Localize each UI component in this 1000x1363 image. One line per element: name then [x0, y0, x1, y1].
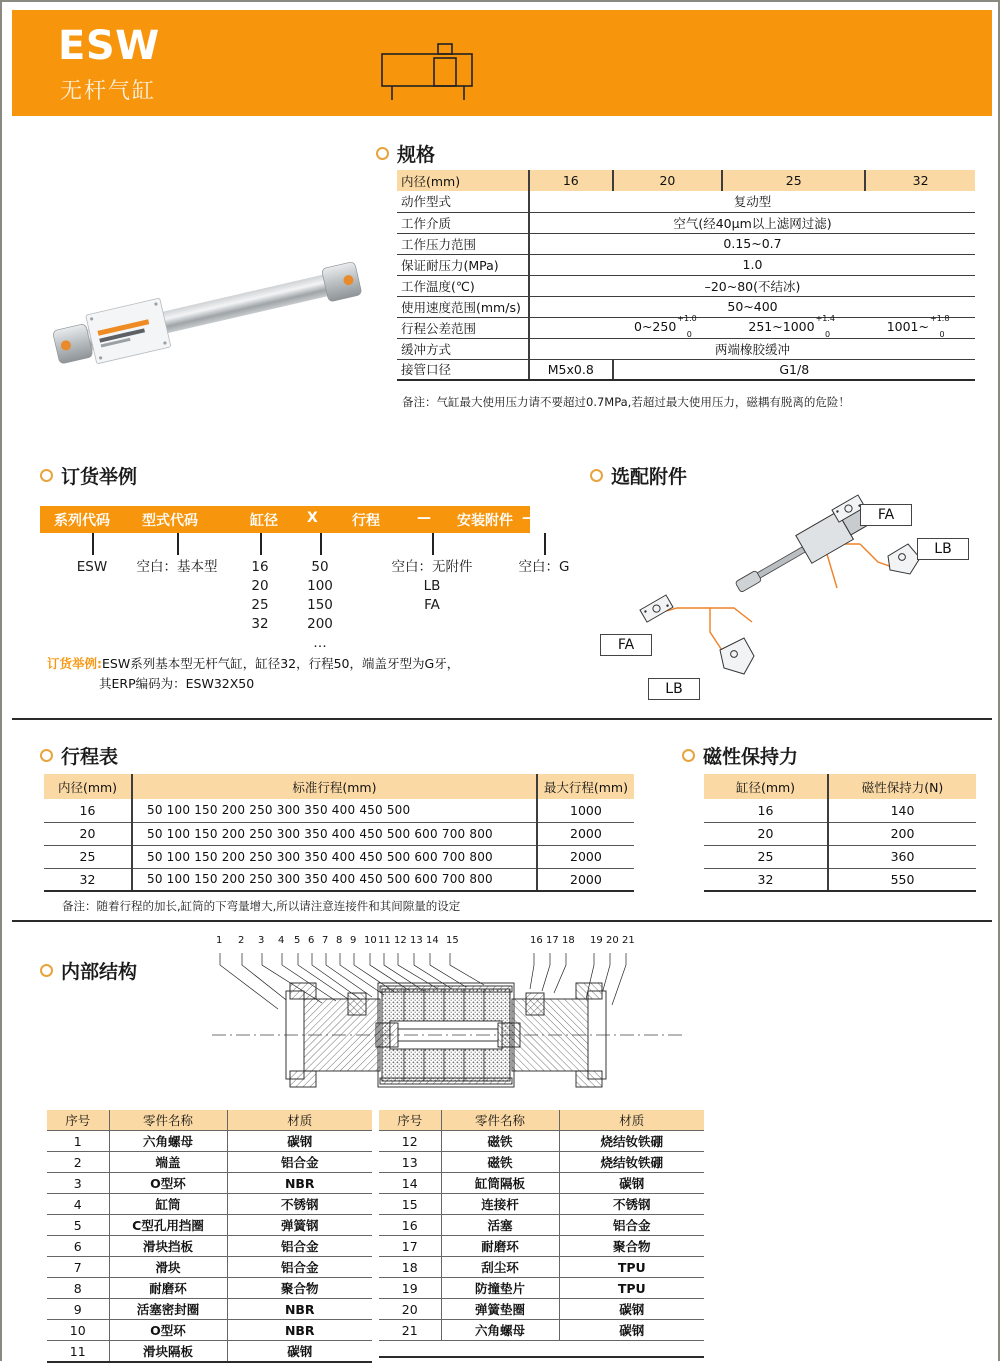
part-number: 16	[379, 1215, 441, 1236]
table-row	[379, 1173, 704, 1194]
table-row	[47, 1299, 372, 1320]
part-number: 1	[47, 1131, 109, 1152]
stroke-values: 50 100 150 200 250 300 350 400 450 500 600 700 800	[132, 868, 537, 891]
spec-port-large: G1/8	[613, 359, 975, 380]
order-code-option: 空白：G	[518, 559, 570, 575]
table-row	[397, 317, 975, 338]
order-code-label-8: 牙型代码	[567, 513, 623, 529]
part-name: 缸筒	[109, 1194, 227, 1215]
part-name: 滑块	[109, 1257, 227, 1278]
structure-callout-4: 4	[278, 935, 285, 946]
spec-row-label: 行程公差范围	[397, 317, 529, 338]
accessory-tag-fa-left: FA	[600, 634, 652, 656]
lb-bracket-left	[720, 638, 754, 674]
section-heading-spec: 规格	[376, 140, 435, 167]
ring-bullet-icon	[40, 749, 53, 762]
cross-section-drawing	[212, 937, 682, 1106]
order-code-tick-4	[432, 533, 434, 555]
structure-callout-7: 7	[322, 935, 329, 946]
part-name: 滑块隔板	[109, 1341, 227, 1363]
magnetic-force: 550	[828, 868, 976, 891]
table-row	[47, 1131, 372, 1152]
part-name: 滑块挡板	[109, 1236, 227, 1257]
section-heading-structure: 内部结构	[40, 957, 137, 984]
part-number: 6	[47, 1236, 109, 1257]
order-code-option: FA	[424, 597, 440, 613]
part-number: 17	[379, 1236, 441, 1257]
part-name: 活塞密封圈	[109, 1299, 227, 1320]
part-number: 21	[379, 1320, 441, 1341]
spec-tolerance: $251\sim 1000^{+1.4}_0$	[722, 317, 865, 338]
order-code-option: 150	[307, 597, 333, 613]
part-material: 碳钢	[227, 1341, 372, 1363]
order-code-option: 20	[251, 578, 269, 594]
order-code-label-5: —	[417, 510, 431, 526]
order-code-tick-0	[92, 533, 94, 555]
parts-header-no: 序号	[379, 1110, 441, 1131]
magnetic-bore: 25	[704, 845, 828, 868]
parts-header-material: 材质	[227, 1110, 372, 1131]
part-number: 13	[379, 1152, 441, 1173]
stroke-values: 50 100 150 200 250 300 350 400 450 500 600 700 800	[132, 845, 537, 868]
spec-row-value: 0.15~0.7	[529, 233, 975, 254]
part-name: C型孔用挡圈	[109, 1215, 227, 1236]
part-material: 聚合物	[559, 1236, 704, 1257]
table-row	[397, 170, 975, 191]
magnetic-header-bore: 缸径(mm)	[704, 774, 828, 799]
part-material: 不锈钢	[227, 1194, 372, 1215]
part-material: 聚合物	[227, 1278, 372, 1299]
order-code-tick-5	[544, 533, 546, 555]
order-code-option: LB	[423, 578, 441, 594]
cylinder-outline-icon	[372, 32, 492, 106]
part-number: 18	[379, 1257, 441, 1278]
header-banner	[12, 10, 992, 116]
part-number: 19	[379, 1278, 441, 1299]
accessory-tag-lb-left: LB	[648, 678, 700, 700]
order-code-tick-2	[260, 533, 262, 555]
stroke-header-standard: 标准行程(mm)	[132, 774, 537, 799]
table-row	[47, 1173, 372, 1194]
structure-callout-21: 21	[622, 935, 635, 946]
part-number: 7	[47, 1257, 109, 1278]
stroke-values: 50 100 150 200 250 300 350 400 450 500	[132, 799, 537, 822]
table-row	[397, 233, 975, 254]
stroke-header-max: 最大行程(mm)	[537, 774, 634, 799]
order-code-tick-1	[177, 533, 179, 555]
magnetic-force-table	[704, 774, 976, 892]
spec-bore-25: 25	[722, 170, 865, 191]
order-code-label-0: 系列代码	[54, 513, 110, 529]
order-code-label-1: 型式代码	[142, 513, 198, 529]
spec-row-value: –20~80(不结冰)	[529, 275, 975, 296]
stroke-table	[44, 774, 634, 892]
spec-row-value: 50~400	[529, 296, 975, 317]
part-name: 缸筒隔板	[441, 1173, 559, 1194]
spec-row-label: 接管口径	[397, 359, 529, 380]
table-row	[379, 1194, 704, 1215]
order-code-option: 32	[251, 616, 269, 632]
order-code-label-2: 缸径	[250, 513, 278, 529]
part-material: 烧结钕铁硼	[559, 1152, 704, 1173]
part-name: 弹簧垫圈	[441, 1299, 559, 1320]
stroke-bore: 32	[44, 868, 132, 891]
ring-bullet-icon	[376, 147, 389, 160]
magnetic-force: 360	[828, 845, 976, 868]
order-code-option: …	[313, 635, 327, 651]
part-material: NBR	[227, 1299, 372, 1320]
table-row	[379, 1278, 704, 1299]
part-number: 11	[47, 1341, 109, 1363]
spec-row-label: 工作压力范围	[397, 233, 529, 254]
order-code-label-6: 安装附件	[457, 513, 513, 529]
table-row	[397, 338, 975, 359]
table-row	[47, 1215, 372, 1236]
ring-bullet-icon	[682, 749, 695, 762]
order-example-text	[47, 654, 459, 694]
order-code-bar	[40, 506, 623, 533]
table-row	[379, 1236, 704, 1257]
structure-callout-17: 17	[546, 935, 559, 946]
accessory-tag-lb-right: LB	[917, 538, 969, 560]
magnetic-bore: 16	[704, 799, 828, 822]
part-material: 弹簧钢	[227, 1215, 372, 1236]
product-photo	[36, 250, 376, 375]
part-number: 5	[47, 1215, 109, 1236]
structure-callout-11: 11	[378, 935, 391, 946]
parts-table-right	[379, 1110, 704, 1358]
table-row	[397, 254, 975, 275]
part-name: 端盖	[109, 1152, 227, 1173]
structure-callout-6: 6	[308, 935, 315, 946]
structure-callout-2: 2	[238, 935, 245, 946]
table-row	[379, 1257, 704, 1278]
structure-callout-3: 3	[258, 935, 265, 946]
table-row	[379, 1320, 704, 1341]
spec-note: 备注：气缸最大使用压力请不要超过0.7MPa,若超过最大使用压力，磁耦有脱离的危险！	[402, 395, 850, 409]
order-code-option: 200	[307, 616, 333, 632]
part-name: O型环	[109, 1173, 227, 1194]
parts-header-no: 序号	[47, 1110, 109, 1131]
part-name: 磁铁	[441, 1131, 559, 1152]
spec-tolerance: $0\sim 250^{+1.0}_0$	[613, 317, 723, 338]
magnetic-bore: 32	[704, 868, 828, 891]
spec-row-label: 工作介质	[397, 212, 529, 233]
part-number: 10	[47, 1320, 109, 1341]
spec-row-label: 缓冲方式	[397, 338, 529, 359]
order-code-option: 50	[311, 559, 329, 575]
part-number: 12	[379, 1131, 441, 1152]
structure-callout-15: 15	[446, 935, 459, 946]
spec-bore-20: 20	[613, 170, 723, 191]
table-row	[47, 1278, 372, 1299]
order-code-option: 空白：基本型	[136, 559, 218, 575]
table-row	[47, 1257, 372, 1278]
part-name: 防撞垫片	[441, 1278, 559, 1299]
table-row	[704, 774, 976, 799]
table-row	[397, 212, 975, 233]
table-row	[44, 822, 634, 845]
table-row-empty	[379, 1341, 704, 1357]
table-row	[44, 868, 634, 891]
stroke-note: 备注：随着行程的加长,缸筒的下弯量增大,所以请注意连接件和其间隙量的设定	[62, 899, 461, 913]
spec-row-value: 1.0	[529, 254, 975, 275]
part-number: 14	[379, 1173, 441, 1194]
accessories-diagram	[592, 482, 992, 697]
magnetic-header-force: 磁性保持力(N)	[828, 774, 976, 799]
stroke-max: 1000	[537, 799, 634, 822]
table-row	[47, 1341, 372, 1363]
parts-empty-cell	[379, 1341, 704, 1357]
part-material: 碳钢	[559, 1299, 704, 1320]
parts-table-left	[47, 1110, 372, 1363]
structure-callout-18: 18	[562, 935, 575, 946]
structure-callout-10: 10	[364, 935, 377, 946]
part-name: 连接杆	[441, 1194, 559, 1215]
part-material: 烧结钕铁硼	[559, 1131, 704, 1152]
part-name: 耐磨环	[441, 1236, 559, 1257]
part-name: 耐磨环	[109, 1278, 227, 1299]
part-name: 六角螺母	[441, 1320, 559, 1341]
table-row	[379, 1299, 704, 1320]
section-heading-accessories: 选配附件	[590, 462, 687, 489]
part-material: 碳钢	[559, 1173, 704, 1194]
part-material: 铝合金	[227, 1257, 372, 1278]
order-example-line2: 其ERP编码为：ESW32X50	[99, 676, 255, 691]
magnetic-force: 140	[828, 799, 976, 822]
structure-callout-1: 1	[216, 935, 223, 946]
stroke-values: 50 100 150 200 250 300 350 400 450 500 600 700 800	[132, 822, 537, 845]
product-title: ESW	[58, 23, 160, 69]
stroke-bore: 25	[44, 845, 132, 868]
part-material: 碳钢	[227, 1131, 372, 1152]
structure-callout-14: 14	[426, 935, 439, 946]
structure-callout-5: 5	[294, 935, 301, 946]
order-code-option: 空白：无附件	[391, 559, 473, 575]
table-row	[397, 359, 975, 380]
table-row	[704, 868, 976, 891]
table-row	[379, 1152, 704, 1173]
spec-bore-16: 16	[529, 170, 613, 191]
ring-bullet-icon	[590, 469, 603, 482]
lb-bracket-right	[888, 544, 920, 574]
part-name: 磁铁	[441, 1152, 559, 1173]
part-number: 20	[379, 1299, 441, 1320]
table-row	[47, 1194, 372, 1215]
spec-row-label: 使用速度范围(mm/s)	[397, 296, 529, 317]
spec-row-label: 保证耐压力(MPa)	[397, 254, 529, 275]
spec-row-value: 空气(经40μm以上滤网过滤)	[529, 212, 975, 233]
table-row	[704, 845, 976, 868]
part-material: NBR	[227, 1320, 372, 1341]
parts-header-name: 零件名称	[441, 1110, 559, 1131]
table-row	[47, 1110, 372, 1131]
parts-header-name: 零件名称	[109, 1110, 227, 1131]
part-name: 活塞	[441, 1215, 559, 1236]
section-heading-order: 订货举例	[40, 462, 137, 489]
ring-bullet-icon	[40, 964, 53, 977]
structure-callout-20: 20	[606, 935, 619, 946]
part-number: 4	[47, 1194, 109, 1215]
specifications-table	[397, 170, 975, 381]
structure-callout-13: 13	[410, 935, 423, 946]
structure-callout-16: 16	[530, 935, 543, 946]
part-material: 不锈钢	[559, 1194, 704, 1215]
part-material: 铝合金	[227, 1236, 372, 1257]
part-material: NBR	[227, 1173, 372, 1194]
part-material: TPU	[559, 1257, 704, 1278]
table-row	[704, 799, 976, 822]
spec-tolerance: 1001~$^{+1.8}_0$	[865, 317, 975, 338]
order-code-label-7: —	[522, 510, 536, 526]
table-row	[44, 799, 634, 822]
ring-bullet-icon	[40, 469, 53, 482]
order-code-option: 16	[251, 559, 269, 575]
order-example-prefix: 订货举例:	[47, 656, 102, 671]
structure-callout-12: 12	[394, 935, 407, 946]
order-code-label-4: 行程	[352, 513, 380, 529]
table-row	[47, 1152, 372, 1173]
spec-tolerance-blank	[529, 317, 613, 338]
structure-callout-9: 9	[350, 935, 357, 946]
table-row	[704, 822, 976, 845]
part-material: TPU	[559, 1278, 704, 1299]
table-row	[379, 1215, 704, 1236]
magnetic-bore: 20	[704, 822, 828, 845]
structure-callout-8: 8	[336, 935, 343, 946]
stroke-header-bore: 内径(mm)	[44, 774, 132, 799]
order-example-line1: ESW系列基本型无杆气缸，缸径32，行程50，端盖牙型为G牙，	[102, 656, 460, 671]
section-heading-magnetic: 磁性保持力	[682, 742, 798, 769]
stroke-max: 2000	[537, 845, 634, 868]
part-material: 铝合金	[227, 1152, 372, 1173]
table-row	[44, 774, 634, 799]
order-code-option: 100	[307, 578, 333, 594]
spec-row-label: 动作型式	[397, 191, 529, 212]
stroke-bore: 16	[44, 799, 132, 822]
product-subtitle: 无杆气缸	[60, 79, 157, 104]
part-number: 2	[47, 1152, 109, 1173]
part-number: 15	[379, 1194, 441, 1215]
part-material: 铝合金	[559, 1215, 704, 1236]
part-material: 碳钢	[559, 1320, 704, 1341]
table-row	[397, 191, 975, 212]
order-code-tick-3	[320, 533, 322, 555]
section-divider-2	[12, 920, 992, 922]
spec-row-value: 复动型	[529, 191, 975, 212]
stroke-bore: 20	[44, 822, 132, 845]
section-divider-1	[12, 718, 992, 720]
table-row	[379, 1110, 704, 1131]
spec-header-label: 内径(mm)	[397, 170, 529, 191]
part-number: 8	[47, 1278, 109, 1299]
order-code-option: ESW	[76, 559, 108, 575]
section-heading-stroke: 行程表	[40, 742, 118, 769]
spec-row-label: 工作温度(℃)	[397, 275, 529, 296]
order-code-label-3: X	[307, 510, 318, 526]
order-code-option: 25	[251, 597, 269, 613]
stroke-max: 2000	[537, 822, 634, 845]
part-number: 3	[47, 1173, 109, 1194]
fa-plate-left	[640, 595, 673, 622]
spec-port-small: M5x0.8	[529, 359, 613, 380]
stroke-max: 2000	[537, 868, 634, 891]
part-name: 刮尘环	[441, 1257, 559, 1278]
part-name: O型环	[109, 1320, 227, 1341]
parts-header-material: 材质	[559, 1110, 704, 1131]
table-row	[379, 1131, 704, 1152]
table-row	[47, 1236, 372, 1257]
table-row	[397, 275, 975, 296]
accessory-tag-fa-top: FA	[860, 504, 912, 526]
table-row	[47, 1320, 372, 1341]
magnetic-force: 200	[828, 822, 976, 845]
table-row	[44, 845, 634, 868]
part-name: 六角螺母	[109, 1131, 227, 1152]
part-number: 9	[47, 1299, 109, 1320]
spec-row-value: 两端橡胶缓冲	[529, 338, 975, 359]
spec-bore-32: 32	[865, 170, 975, 191]
structure-callout-19: 19	[590, 935, 603, 946]
